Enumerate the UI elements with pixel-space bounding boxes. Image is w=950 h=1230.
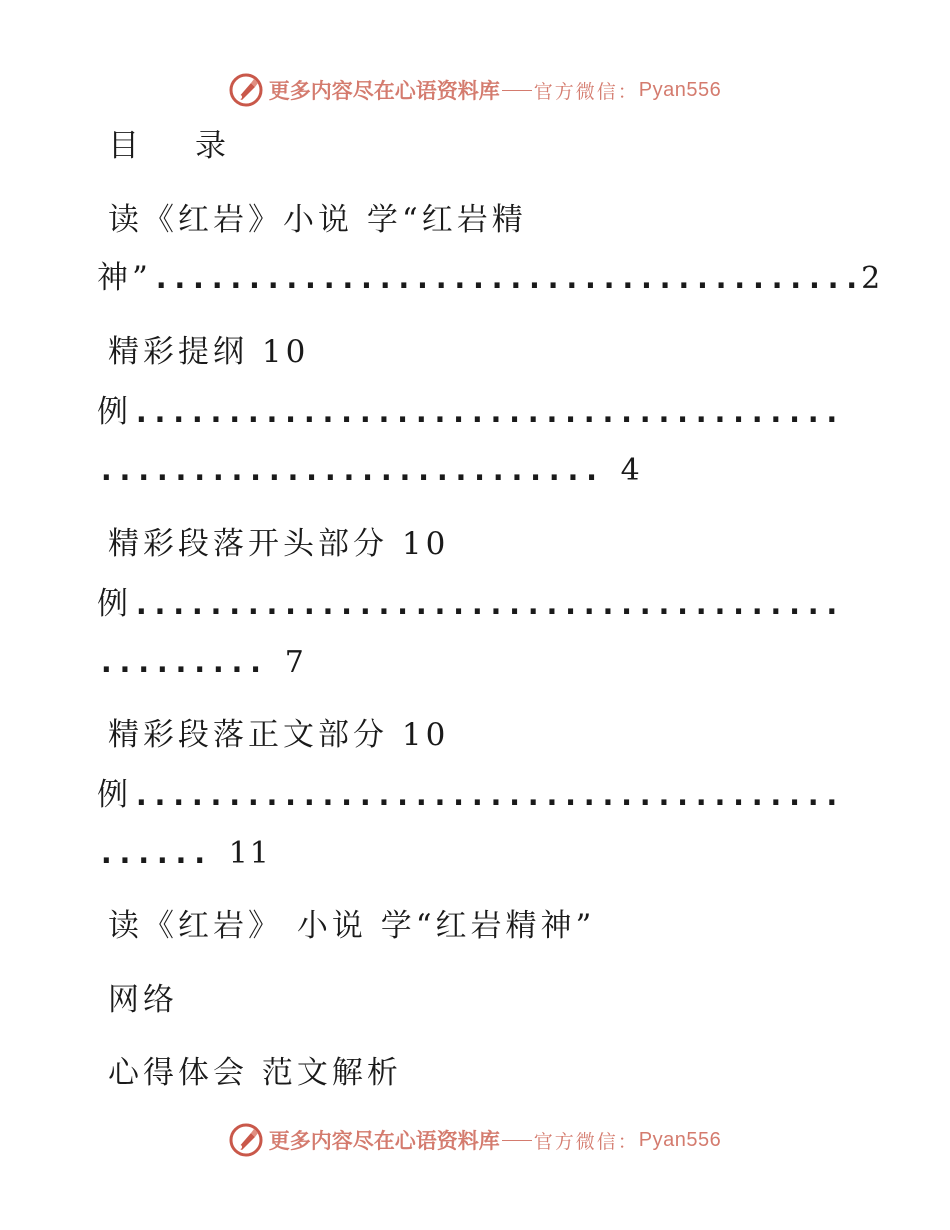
toc-entry-title: 精彩段落开头部分 10	[108, 526, 450, 562]
banner-wechat-id: Pyan556	[638, 1128, 722, 1151]
toc-entry-title-cont: 例	[97, 586, 132, 622]
toc-entry-title-cont: 神”	[97, 260, 152, 296]
toc-entry-title-cont: 例	[97, 777, 132, 813]
toc-entry-title: 精彩段落正文部分 10	[108, 717, 450, 753]
pen-logo-icon	[229, 73, 263, 107]
banner-wechat-label: 官方微信：	[533, 80, 639, 103]
body-line: 心得体会 范文解析	[108, 1055, 402, 1091]
toc-entry-title: 读《红岩》小说 学“红岩精	[108, 202, 527, 238]
body-heading: 读《红岩》 小说 学“红岩精神”	[108, 908, 596, 944]
toc-entry-leader	[97, 258, 882, 299]
toc-title-right: 录	[195, 128, 226, 164]
toc-leader-dots: ......	[97, 835, 209, 871]
toc-entry-leader	[97, 584, 841, 624]
toc-leader-dots: ......................................	[132, 586, 842, 622]
toc-title-left: 目	[108, 128, 139, 164]
toc-entry-title: 精彩提纲 10	[108, 334, 310, 370]
toc-entry-title-cont: 例	[97, 394, 132, 430]
toc-entry-leader	[97, 775, 841, 815]
toc-entry-leader-cont	[97, 642, 306, 683]
toc-page-number: 11	[228, 836, 271, 871]
toc-leader-dots: ...........................	[97, 452, 601, 488]
toc-title	[108, 126, 226, 166]
banner-dash	[502, 1140, 532, 1141]
toc-leader-dots: ......................................	[151, 260, 862, 296]
toc-leader-dots: ......................................	[132, 394, 842, 430]
toc-entry-leader	[97, 392, 841, 432]
toc-page-number: 4	[620, 453, 642, 488]
toc-leader-dots: .........	[97, 644, 265, 680]
pen-logo-icon	[229, 1123, 263, 1157]
banner-wechat-id: Pyan556	[638, 78, 722, 101]
toc-leader-dots: ......................................	[132, 777, 842, 813]
toc-page-number: 2	[861, 261, 883, 296]
header-banner	[0, 68, 950, 112]
banner-site-text: 更多内容尽在心语资料库	[268, 78, 500, 103]
banner-site-text: 更多内容尽在心语资料库	[268, 1128, 500, 1153]
toc-entry-leader-cont	[97, 833, 271, 874]
banner-dash	[502, 90, 532, 91]
toc-page-number: 7	[284, 645, 306, 680]
body-line: 网络	[108, 982, 178, 1018]
footer-banner	[0, 1118, 950, 1162]
banner-wechat-label: 官方微信：	[533, 1130, 639, 1153]
toc-entry-leader-cont	[97, 450, 642, 491]
